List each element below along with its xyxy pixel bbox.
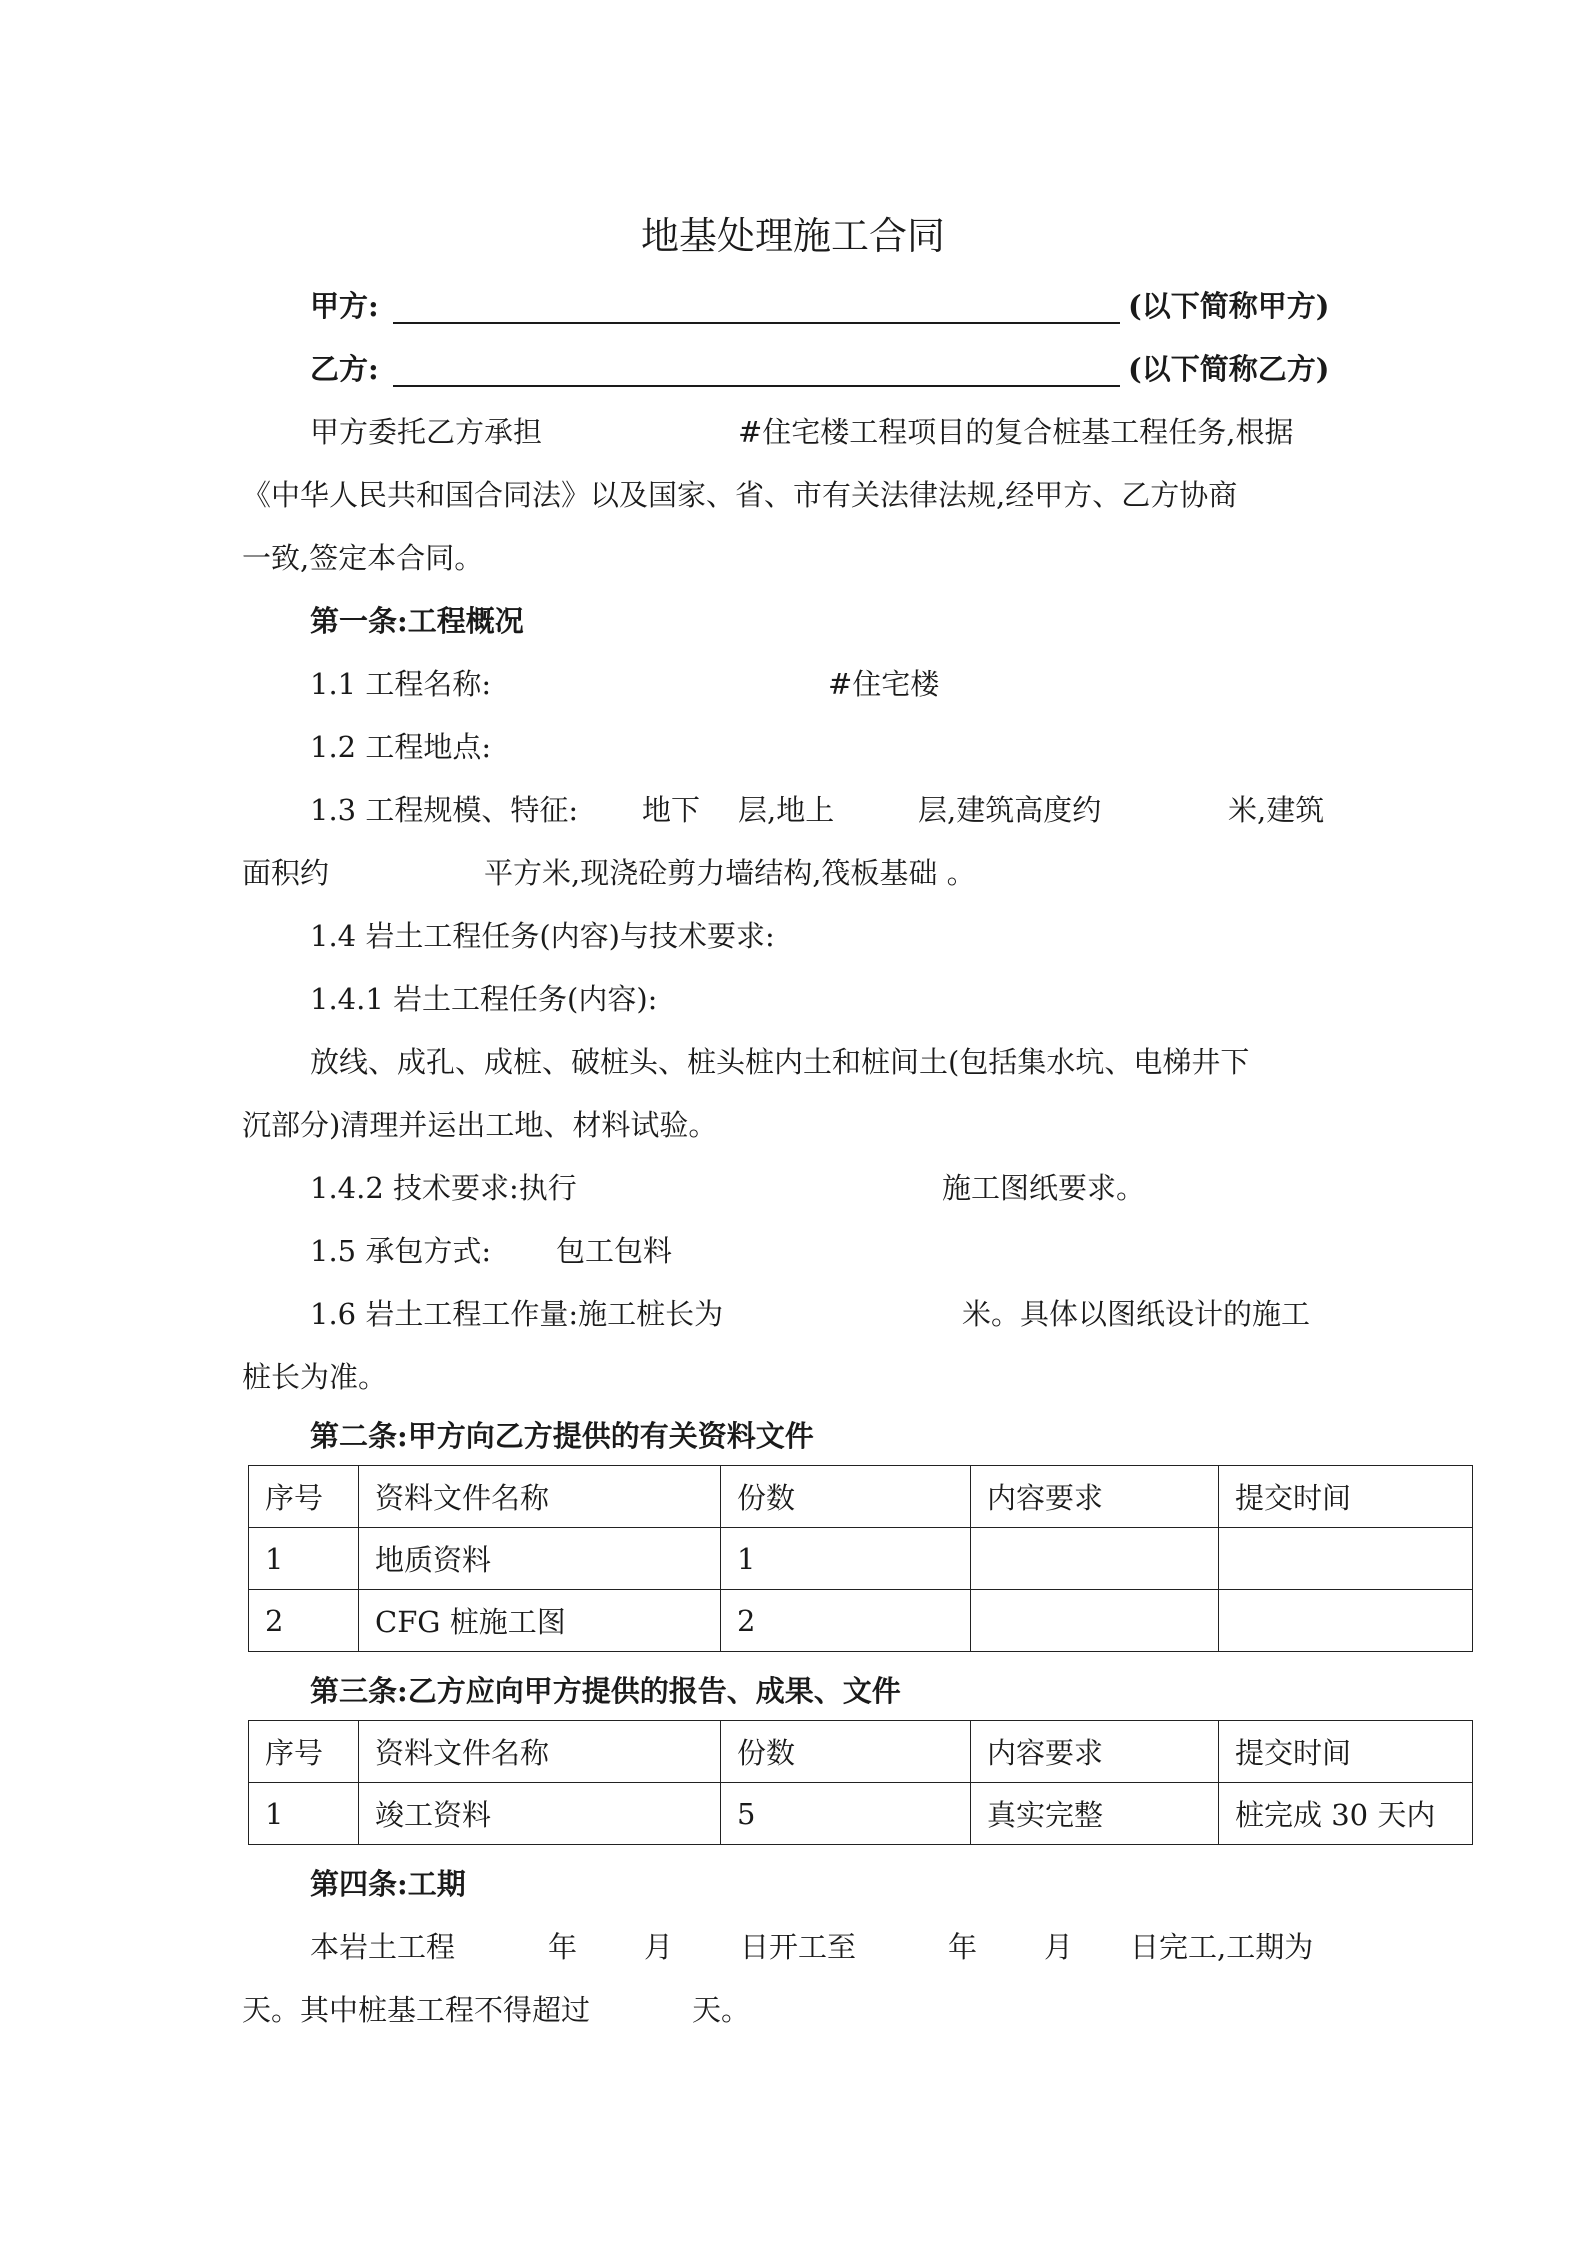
item-1-4-2-a: 1.4.2 技术要求:执行 — [310, 1171, 577, 1205]
header-cell: 序号 — [249, 1466, 359, 1528]
table-cell — [1219, 1590, 1473, 1652]
task-line2: 沉部分)清理并运出工地、材料试验。 — [242, 1108, 718, 1142]
article1-heading: 第一条:工程概况 — [310, 604, 524, 638]
item-1-1-label: 1.1 工程名称: — [310, 667, 492, 701]
article2-table — [248, 1465, 1473, 1652]
intro-line1-b: #住宅楼工程项目的复合桩基工程任务,根据 — [738, 415, 1294, 449]
table-cell: 5 — [721, 1783, 971, 1845]
item-1-3-d: 层,建筑高度约 — [918, 793, 1102, 827]
party-b-blank — [393, 385, 1120, 387]
intro-line1-a: 甲方委托乙方承担 — [310, 415, 543, 449]
item-1-2: 1.2 工程地点: — [310, 730, 492, 764]
document-title: 地基处理施工合同 — [640, 214, 945, 258]
schedule-text-5: 天。 — [692, 1993, 751, 2027]
table-cell — [1219, 1528, 1473, 1590]
schedule-text-3: 日完工,工期为 — [1130, 1930, 1314, 1964]
table-cell: CFG 桩施工图 — [359, 1590, 721, 1652]
header-cell: 序号 — [249, 1721, 359, 1783]
table-header-row — [249, 1466, 1473, 1528]
schedule-month-1: 月 — [644, 1930, 674, 1964]
header-cell: 份数 — [721, 1466, 971, 1528]
header-cell: 提交时间 — [1219, 1466, 1473, 1528]
party-a-alias: (以下简称甲方) — [1128, 289, 1330, 323]
schedule-year-1: 年 — [548, 1930, 578, 1964]
party-a-blank — [393, 322, 1120, 324]
schedule-text-2: 日开工至 — [740, 1930, 857, 1964]
header-cell: 资料文件名称 — [359, 1721, 721, 1783]
item-1-6-b: 米。具体以图纸设计的施工 — [962, 1297, 1311, 1331]
item-1-5-a: 1.5 承包方式: — [310, 1234, 492, 1268]
schedule-year-2: 年 — [948, 1930, 978, 1964]
item-1-4-2-b: 施工图纸要求。 — [942, 1171, 1146, 1205]
table-cell: 竣工资料 — [359, 1783, 721, 1845]
table-cell — [971, 1528, 1219, 1590]
item-1-5-b: 包工包料 — [556, 1234, 673, 1268]
item-1-3-c: 层,地上 — [738, 793, 835, 827]
schedule-text-4: 天。其中桩基工程不得超过 — [242, 1993, 591, 2027]
item-1-4: 1.4 岩土工程任务(内容)与技术要求: — [310, 919, 775, 953]
item-1-3-g: 平方米,现浇砼剪力墙结构,筏板基础 。 — [484, 856, 976, 890]
schedule-text-1: 本岩土工程 — [310, 1930, 456, 1964]
table-cell — [971, 1590, 1219, 1652]
party-b-alias: (以下简称乙方) — [1128, 352, 1330, 386]
schedule-month-2: 月 — [1044, 1930, 1074, 1964]
article3-heading: 第三条:乙方应向甲方提供的报告、成果、文件 — [310, 1674, 901, 1708]
table-row — [249, 1528, 1473, 1590]
item-1-6-a: 1.6 岩土工程工作量:施工桩长为 — [310, 1297, 724, 1331]
party-b-label: 乙方: — [310, 352, 379, 386]
header-cell: 提交时间 — [1219, 1721, 1473, 1783]
item-1-1-value: #住宅楼 — [828, 667, 940, 701]
header-cell: 资料文件名称 — [359, 1466, 721, 1528]
item-1-3-e: 米,建筑 — [1228, 793, 1325, 827]
item-1-3-f: 面积约 — [242, 856, 330, 890]
party-a-label: 甲方: — [310, 289, 379, 323]
table-cell: 地质资料 — [359, 1528, 721, 1590]
item-1-3-a: 1.3 工程规模、特征: — [310, 793, 579, 827]
item-1-4-1: 1.4.1 岩土工程任务(内容): — [310, 982, 658, 1016]
item-1-6-c: 桩长为准。 — [242, 1360, 388, 1394]
item-1-3-b: 地下 — [642, 793, 701, 827]
intro-line2: 《中华人民共和国合同法》以及国家、省、市有关法律法规,经甲方、乙方协商 — [242, 478, 1238, 512]
header-cell: 内容要求 — [971, 1466, 1219, 1528]
table-cell: 桩完成 30 天内 — [1219, 1783, 1473, 1845]
table-cell: 2 — [721, 1590, 971, 1652]
header-cell: 份数 — [721, 1721, 971, 1783]
table-row — [249, 1590, 1473, 1652]
table-cell: 1 — [249, 1528, 359, 1590]
table-cell: 1 — [721, 1528, 971, 1590]
article3-table — [248, 1720, 1473, 1845]
table-row — [249, 1783, 1473, 1845]
article2-heading: 第二条:甲方向乙方提供的有关资料文件 — [310, 1419, 814, 1453]
article4-heading: 第四条:工期 — [310, 1867, 466, 1901]
intro-line3: 一致,签定本合同。 — [242, 541, 484, 575]
header-cell: 内容要求 — [971, 1721, 1219, 1783]
task-line1: 放线、成孔、成桩、破桩头、桩头桩内土和桩间土(包括集水坑、电梯井下 — [310, 1045, 1250, 1079]
table-cell: 真实完整 — [971, 1783, 1219, 1845]
table-header-row — [249, 1721, 1473, 1783]
table-cell: 2 — [249, 1590, 359, 1652]
table-cell: 1 — [249, 1783, 359, 1845]
